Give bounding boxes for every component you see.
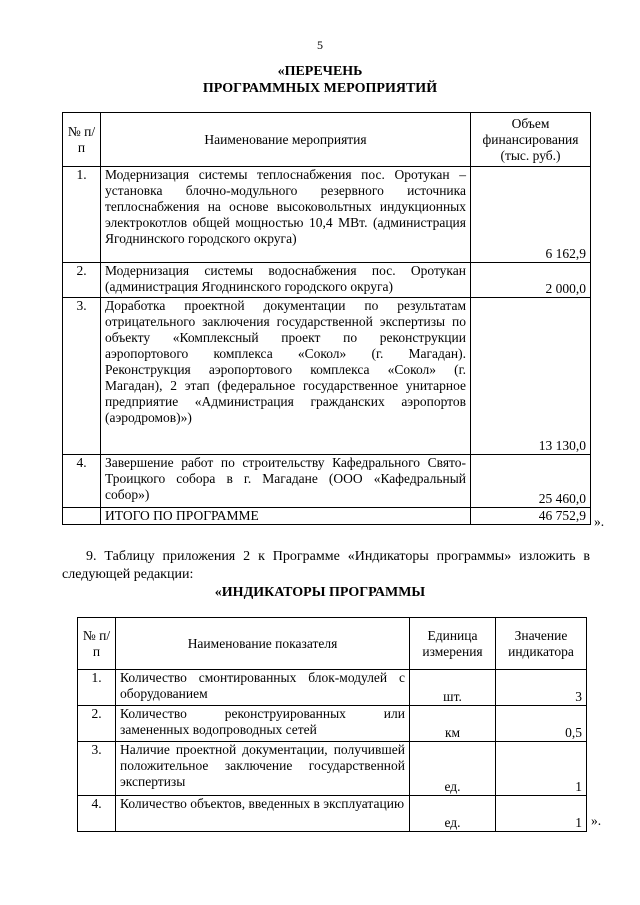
section1-title-line2: ПРОГРАММНЫХ МЕРОПРИЯТИЙ	[202, 81, 438, 96]
row-value: 3	[496, 670, 587, 706]
indicators-table	[77, 617, 587, 832]
row-measure-name: Модернизация системы теплоснабжения пос. Оротукан –установка блочно-модульного резервного источника теплоснабжения на основе высоковольтных индукционных электрокотлов общей мощностью 10,4 МВт. (администрация Ягоднинского городского округа)	[101, 167, 471, 263]
total-label: ИТОГО ПО ПРОГРАММЕ	[101, 508, 471, 525]
header-num: № п/п	[78, 618, 116, 670]
row-indicator-name: Наличие проектной документации, получившей положительное заключение государственной экспертизы	[116, 742, 410, 796]
row-measure-name: Доработка проектной документации по результатам отрицательного заключения государственной экспертизы по объекту «Комплексный проект по реконструкции аэропортового комплекса «Сокол» (г. Магадан). Реконструкция аэропортового комплекса «Сокол» (г. Магадан), 2 этап (федеральное государственное унитарное предприятие «Администрация гражданских аэропортов (аэродромов)»)	[101, 298, 471, 455]
row-num: 1.	[63, 167, 101, 263]
page-number: 5	[317, 38, 323, 52]
table-row	[78, 670, 587, 706]
row-unit: ед.	[410, 742, 496, 796]
header-indicator-value: Значение индикатора	[496, 618, 587, 670]
row-num: 4.	[63, 455, 101, 508]
header-measure-name: Наименование мероприятия	[101, 113, 471, 167]
measures-table	[62, 112, 591, 525]
row-indicator-name: Количество объектов, введенных в эксплуатацию	[116, 796, 410, 832]
row-value: 0,5	[496, 706, 587, 742]
row-num: 1.	[78, 670, 116, 706]
row-amount: 25 460,0	[471, 455, 591, 508]
table-row	[63, 167, 591, 263]
table-row	[78, 796, 587, 832]
table2-closing-quote: ».	[591, 813, 602, 828]
table-row	[63, 263, 591, 298]
table1-closing-quote: ».	[594, 514, 605, 529]
row-amount: 2 000,0	[471, 263, 591, 298]
row-num: 2.	[63, 263, 101, 298]
row-measure-name: Модернизация системы водоснабжения пос. Оротукан (администрация Ягоднинского городского округа)	[101, 263, 471, 298]
section1-title-line1: «ПЕРЕЧЕНЬ	[277, 64, 363, 79]
header-indicator-name: Наименование показателя	[116, 618, 410, 670]
row-value: 1	[496, 796, 587, 832]
amendment-paragraph: 9. Таблицу приложения 2 к Программе «Индикаторы программы» изложить в следующей редакции:	[62, 549, 590, 582]
table-row	[63, 455, 591, 508]
row-num: 3.	[78, 742, 116, 796]
row-amount: 13 130,0	[471, 298, 591, 455]
row-indicator-name: Количество реконструированных или замененных водопроводных сетей	[116, 706, 410, 742]
row-amount: 6 162,9	[471, 167, 591, 263]
total-amount: 46 752,9	[471, 508, 591, 525]
row-unit: шт.	[410, 670, 496, 706]
row-num: 4.	[78, 796, 116, 832]
row-indicator-name: Количество смонтированных блок-модулей с оборудованием	[116, 670, 410, 706]
row-num: 2.	[78, 706, 116, 742]
header-num: № п/п	[63, 113, 101, 167]
section2-title: «ИНДИКАТОРЫ ПРОГРАММЫ	[214, 585, 426, 600]
header-funding-amount: Объем финансирования (тыс. руб.)	[471, 113, 591, 167]
table-row	[63, 298, 591, 455]
table-total-row	[63, 508, 591, 525]
row-num: 3.	[63, 298, 101, 455]
table-row	[78, 706, 587, 742]
row-measure-name: Завершение работ по строительству Кафедрального Свято-Троицкого собора в г. Магадане (ООО «Кафедральный собор»)	[101, 455, 471, 508]
table-row	[78, 742, 587, 796]
row-unit: ед.	[410, 796, 496, 832]
row-value: 1	[496, 742, 587, 796]
header-unit: Единица измерения	[410, 618, 496, 670]
row-unit: км	[410, 706, 496, 742]
total-num-cell	[63, 508, 101, 525]
